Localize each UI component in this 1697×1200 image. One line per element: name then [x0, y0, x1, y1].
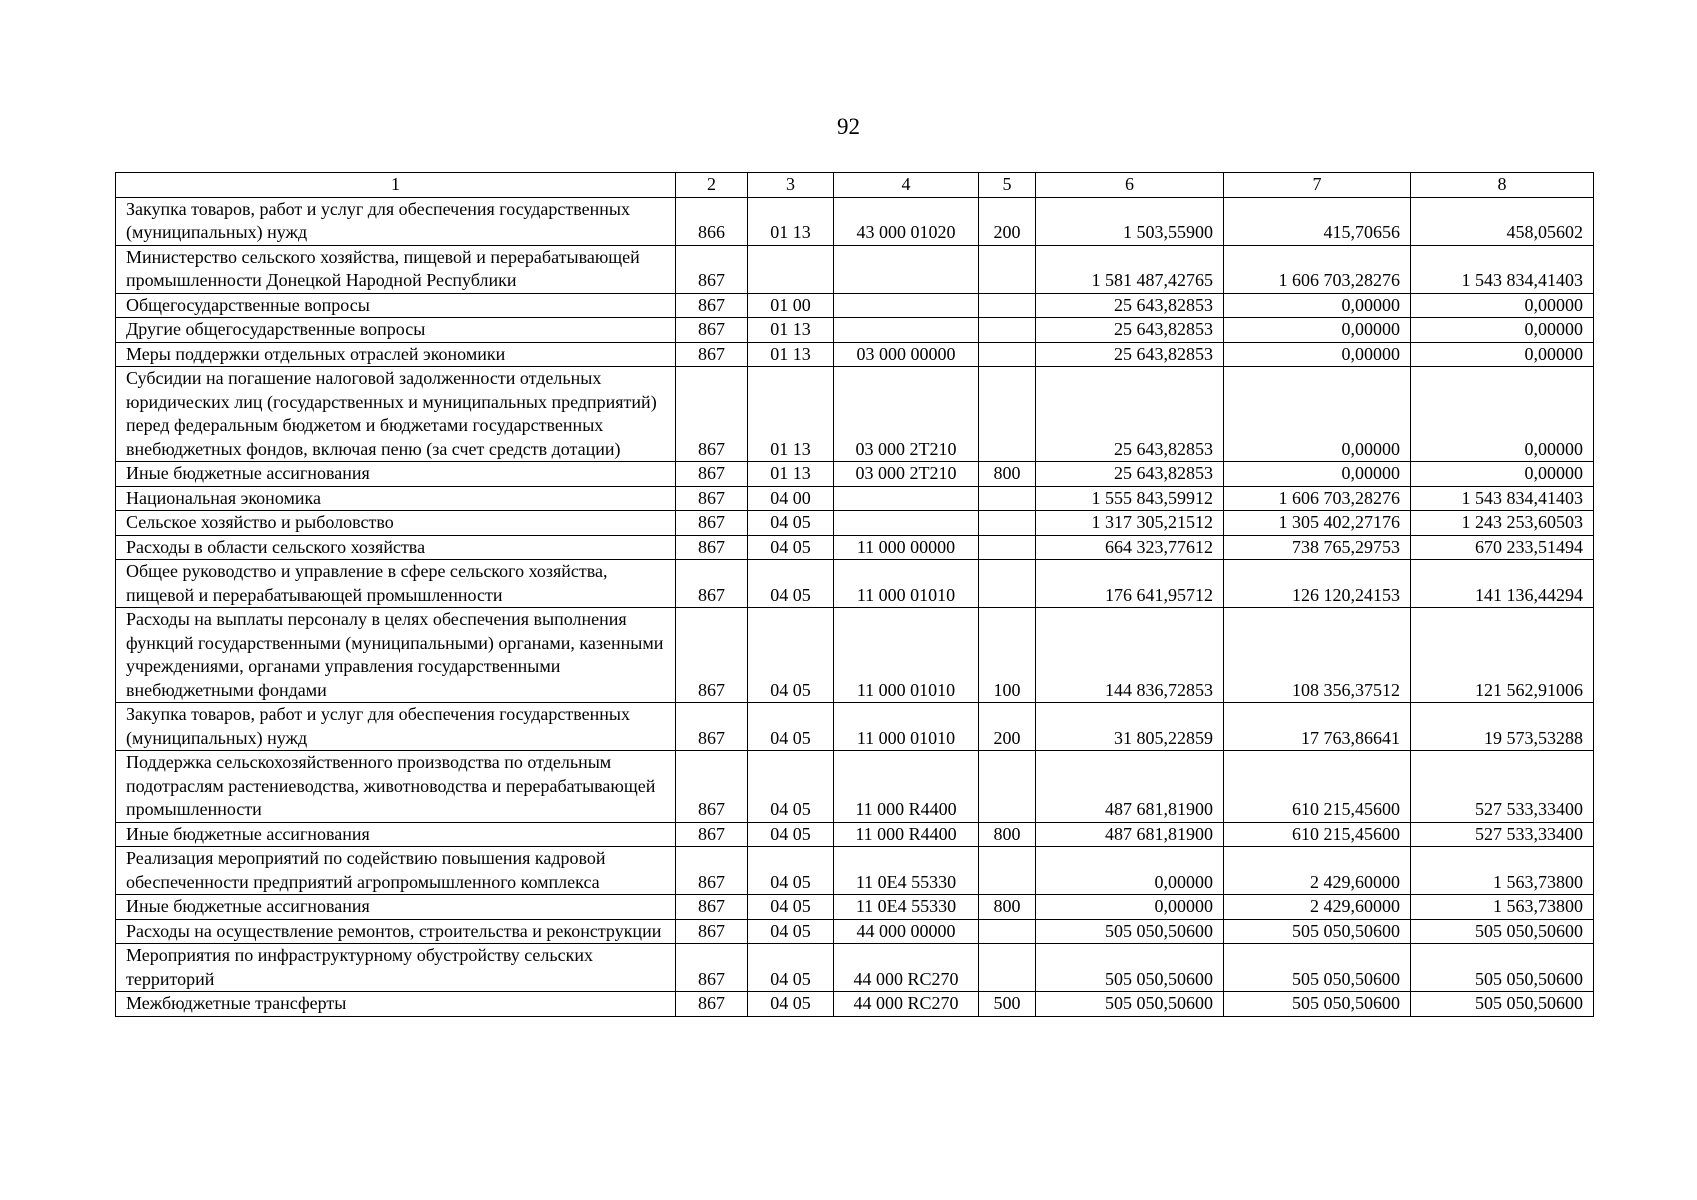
section-code-cell: 01 13 [748, 462, 834, 487]
section-code-cell: 04 05 [748, 511, 834, 536]
amount-col7-cell: 1 606 703,28276 [1224, 245, 1411, 293]
amount-col6-cell: 487 681,81900 [1036, 822, 1224, 847]
expense-type-cell [979, 486, 1036, 511]
section-code-cell: 01 13 [748, 197, 834, 245]
section-code-cell: 04 05 [748, 751, 834, 823]
expense-name-cell: Общее руководство и управление в сфере сельского хозяйства, пищевой и перерабатывающей промышленности [116, 560, 676, 608]
amount-col6-cell: 0,00000 [1036, 847, 1224, 895]
amount-col8-cell: 0,00000 [1411, 342, 1594, 367]
expense-name-cell: Общегосударственные вопросы [116, 293, 676, 318]
amount-col7-cell: 108 356,37512 [1224, 608, 1411, 703]
amount-col8-cell: 1 563,73800 [1411, 895, 1594, 920]
table-row [116, 847, 1594, 895]
section-code-cell: 04 05 [748, 822, 834, 847]
column-number-header: 2 [676, 173, 748, 198]
section-code-cell: 04 05 [748, 608, 834, 703]
ministry-code-cell: 867 [676, 608, 748, 703]
target-article-cell: 11 000 01010 [834, 560, 979, 608]
ministry-code-cell: 867 [676, 462, 748, 487]
target-article-cell: 44 000 00000 [834, 919, 979, 944]
expense-type-cell [979, 919, 1036, 944]
ministry-code-cell: 867 [676, 751, 748, 823]
amount-col7-cell: 126 120,24153 [1224, 560, 1411, 608]
amount-col6-cell: 25 643,82853 [1036, 318, 1224, 343]
ministry-code-cell: 867 [676, 535, 748, 560]
table-row [116, 919, 1594, 944]
amount-col8-cell: 121 562,91006 [1411, 608, 1594, 703]
section-code-cell: 01 13 [748, 318, 834, 343]
section-code-cell: 01 00 [748, 293, 834, 318]
ministry-code-cell: 867 [676, 822, 748, 847]
table-row [116, 703, 1594, 751]
expense-type-cell [979, 535, 1036, 560]
expense-type-cell [979, 751, 1036, 823]
expense-name-cell: Расходы в области сельского хозяйства [116, 535, 676, 560]
ministry-code-cell: 867 [676, 293, 748, 318]
amount-col8-cell: 0,00000 [1411, 318, 1594, 343]
expense-name-cell: Закупка товаров, работ и услуг для обеспечения государственных (муниципальных) нужд [116, 703, 676, 751]
target-article-cell: 11 000 01010 [834, 608, 979, 703]
expense-name-cell: Мероприятия по инфраструктурному обустройству сельских территорий [116, 944, 676, 992]
target-article-cell: 11 000 01010 [834, 703, 979, 751]
target-article-cell: 44 000 RC270 [834, 992, 979, 1017]
section-code-cell: 04 00 [748, 486, 834, 511]
amount-col8-cell: 19 573,53288 [1411, 703, 1594, 751]
amount-col6-cell: 1 317 305,21512 [1036, 511, 1224, 536]
amount-col7-cell: 610 215,45600 [1224, 822, 1411, 847]
expense-type-cell: 800 [979, 895, 1036, 920]
amount-col6-cell: 144 836,72853 [1036, 608, 1224, 703]
amount-col6-cell: 664 323,77612 [1036, 535, 1224, 560]
column-number-header: 4 [834, 173, 979, 198]
target-article-cell: 03 000 2Т210 [834, 367, 979, 462]
target-article-cell: 03 000 2Т210 [834, 462, 979, 487]
expense-type-cell: 100 [979, 608, 1036, 703]
column-number-header: 1 [116, 173, 676, 198]
ministry-code-cell: 867 [676, 342, 748, 367]
target-article-cell: 11 0Е4 55330 [834, 895, 979, 920]
table-row [116, 895, 1594, 920]
expense-type-cell: 200 [979, 703, 1036, 751]
target-article-cell [834, 486, 979, 511]
table-row [116, 608, 1594, 703]
section-code-cell: 04 05 [748, 703, 834, 751]
section-code-cell: 04 05 [748, 895, 834, 920]
ministry-code-cell: 867 [676, 511, 748, 536]
expense-type-cell: 800 [979, 462, 1036, 487]
expense-name-cell: Расходы на выплаты персоналу в целях обеспечения выполнения функций государственными (муниципальными) органами, казенными учреждениями, органами управления государственными внебюджетными фондами [116, 608, 676, 703]
expense-name-cell: Расходы на осуществление ремонтов, строительства и реконструкции [116, 919, 676, 944]
amount-col7-cell: 1 305 402,27176 [1224, 511, 1411, 536]
amount-col8-cell: 527 533,33400 [1411, 822, 1594, 847]
amount-col6-cell: 25 643,82853 [1036, 293, 1224, 318]
ministry-code-cell: 867 [676, 318, 748, 343]
ministry-code-cell: 867 [676, 486, 748, 511]
amount-col8-cell: 1 563,73800 [1411, 847, 1594, 895]
amount-col8-cell: 458,05602 [1411, 197, 1594, 245]
column-number-header: 7 [1224, 173, 1411, 198]
target-article-cell [834, 318, 979, 343]
section-code-cell: 04 05 [748, 560, 834, 608]
column-number-header: 8 [1411, 173, 1594, 198]
expense-type-cell [979, 293, 1036, 318]
amount-col6-cell: 505 050,50600 [1036, 944, 1224, 992]
expense-type-cell: 800 [979, 822, 1036, 847]
expense-name-cell: Сельское хозяйство и рыболовство [116, 511, 676, 536]
amount-col6-cell: 31 805,22859 [1036, 703, 1224, 751]
amount-col6-cell: 1 581 487,42765 [1036, 245, 1224, 293]
amount-col6-cell: 505 050,50600 [1036, 919, 1224, 944]
amount-col7-cell: 610 215,45600 [1224, 751, 1411, 823]
ministry-code-cell: 867 [676, 895, 748, 920]
target-article-cell: 43 000 01020 [834, 197, 979, 245]
amount-col7-cell: 17 763,86641 [1224, 703, 1411, 751]
section-code-cell: 01 13 [748, 367, 834, 462]
expense-name-cell: Меры поддержки отдельных отраслей экономики [116, 342, 676, 367]
amount-col7-cell: 1 606 703,28276 [1224, 486, 1411, 511]
table-row [116, 293, 1594, 318]
amount-col7-cell: 2 429,60000 [1224, 895, 1411, 920]
expense-name-cell: Иные бюджетные ассигнования [116, 822, 676, 847]
table-row [116, 245, 1594, 293]
table-row [116, 197, 1594, 245]
amount-col7-cell: 505 050,50600 [1224, 919, 1411, 944]
expense-name-cell: Поддержка сельскохозяйственного производства по отдельным подотраслям растениеводства, животноводства и перерабатывающей промышленности [116, 751, 676, 823]
expense-name-cell: Закупка товаров, работ и услуг для обеспечения государственных (муниципальных) нужд [116, 197, 676, 245]
table-row [116, 318, 1594, 343]
amount-col8-cell: 0,00000 [1411, 293, 1594, 318]
expense-type-cell [979, 342, 1036, 367]
section-code-cell: 04 05 [748, 944, 834, 992]
ministry-code-cell: 867 [676, 245, 748, 293]
column-number-header-row [116, 173, 1594, 198]
table-row [116, 535, 1594, 560]
amount-col7-cell: 0,00000 [1224, 462, 1411, 487]
amount-col8-cell: 505 050,50600 [1411, 919, 1594, 944]
amount-col7-cell: 2 429,60000 [1224, 847, 1411, 895]
amount-col7-cell: 505 050,50600 [1224, 944, 1411, 992]
amount-col6-cell: 487 681,81900 [1036, 751, 1224, 823]
amount-col8-cell: 505 050,50600 [1411, 944, 1594, 992]
amount-col8-cell: 527 533,33400 [1411, 751, 1594, 823]
amount-col6-cell: 25 643,82853 [1036, 342, 1224, 367]
expense-type-cell [979, 944, 1036, 992]
expense-type-cell: 500 [979, 992, 1036, 1017]
section-code-cell: 04 05 [748, 535, 834, 560]
amount-col6-cell: 1 503,55900 [1036, 197, 1224, 245]
section-code-cell: 04 05 [748, 847, 834, 895]
amount-col6-cell: 176 641,95712 [1036, 560, 1224, 608]
ministry-code-cell: 867 [676, 944, 748, 992]
expense-name-cell: Иные бюджетные ассигнования [116, 462, 676, 487]
amount-col8-cell: 0,00000 [1411, 462, 1594, 487]
amount-col7-cell: 0,00000 [1224, 318, 1411, 343]
amount-col7-cell: 505 050,50600 [1224, 992, 1411, 1017]
expense-type-cell [979, 847, 1036, 895]
amount-col6-cell: 25 643,82853 [1036, 462, 1224, 487]
section-code-cell: 04 05 [748, 992, 834, 1017]
target-article-cell [834, 511, 979, 536]
amount-col7-cell: 0,00000 [1224, 367, 1411, 462]
ministry-code-cell: 867 [676, 992, 748, 1017]
expense-name-cell: Субсидии на погашение налоговой задолженности отдельных юридических лиц (государственных и муниципальных предприятий) перед федеральным бюджетом и бюджетами государственных внебюджетных фондов, включая пеню (за счет средств дотации) [116, 367, 676, 462]
expense-type-cell [979, 245, 1036, 293]
page-number: 92 [837, 114, 860, 139]
amount-col7-cell: 415,70656 [1224, 197, 1411, 245]
ministry-code-cell: 867 [676, 847, 748, 895]
expense-name-cell: Межбюджетные трансферты [116, 992, 676, 1017]
ministry-code-cell: 867 [676, 367, 748, 462]
table-row [116, 560, 1594, 608]
amount-col8-cell: 505 050,50600 [1411, 992, 1594, 1017]
expense-type-cell [979, 318, 1036, 343]
target-article-cell: 11 000 00000 [834, 535, 979, 560]
expense-name-cell: Иные бюджетные ассигнования [116, 895, 676, 920]
ministry-code-cell: 867 [676, 919, 748, 944]
target-article-cell: 11 000 R4400 [834, 822, 979, 847]
expense-type-cell [979, 511, 1036, 536]
target-article-cell: 11 0Е4 55330 [834, 847, 979, 895]
section-code-cell [748, 245, 834, 293]
section-code-cell: 04 05 [748, 919, 834, 944]
target-article-cell: 03 000 00000 [834, 342, 979, 367]
amount-col8-cell: 670 233,51494 [1411, 535, 1594, 560]
expense-name-cell: Министерство сельского хозяйства, пищевой и перерабатывающей промышленности Донецкой Народной Республики [116, 245, 676, 293]
amount-col8-cell: 1 543 834,41403 [1411, 486, 1594, 511]
expense-name-cell: Национальная экономика [116, 486, 676, 511]
amount-col8-cell: 0,00000 [1411, 367, 1594, 462]
table-row [116, 511, 1594, 536]
amount-col6-cell: 1 555 843,59912 [1036, 486, 1224, 511]
amount-col8-cell: 1 543 834,41403 [1411, 245, 1594, 293]
ministry-code-cell: 867 [676, 703, 748, 751]
amount-col6-cell: 25 643,82853 [1036, 367, 1224, 462]
expense-type-cell [979, 367, 1036, 462]
target-article-cell [834, 245, 979, 293]
table-row [116, 751, 1594, 823]
section-code-cell: 01 13 [748, 342, 834, 367]
expense-name-cell: Реализация мероприятий по содействию повышения кадровой обеспеченности предприятий агропромышленного комплекса [116, 847, 676, 895]
amount-col6-cell: 505 050,50600 [1036, 992, 1224, 1017]
amount-col7-cell: 738 765,29753 [1224, 535, 1411, 560]
column-number-header: 3 [748, 173, 834, 198]
column-number-header: 5 [979, 173, 1036, 198]
table-row [116, 367, 1594, 462]
ministry-code-cell: 867 [676, 560, 748, 608]
expense-type-cell [979, 560, 1036, 608]
expense-name-cell: Другие общегосударственные вопросы [116, 318, 676, 343]
amount-col7-cell: 0,00000 [1224, 342, 1411, 367]
amount-col7-cell: 0,00000 [1224, 293, 1411, 318]
table-row [116, 486, 1594, 511]
target-article-cell: 44 000 RC270 [834, 944, 979, 992]
target-article-cell [834, 293, 979, 318]
ministry-code-cell: 866 [676, 197, 748, 245]
table-row [116, 822, 1594, 847]
budget-table [115, 172, 1594, 1017]
amount-col8-cell: 141 136,44294 [1411, 560, 1594, 608]
amount-col6-cell: 0,00000 [1036, 895, 1224, 920]
column-number-header: 6 [1036, 173, 1224, 198]
table-row [116, 462, 1594, 487]
table-row [116, 342, 1594, 367]
target-article-cell: 11 000 R4400 [834, 751, 979, 823]
table-row [116, 992, 1594, 1017]
table-row [116, 944, 1594, 992]
amount-col8-cell: 1 243 253,60503 [1411, 511, 1594, 536]
expense-type-cell: 200 [979, 197, 1036, 245]
